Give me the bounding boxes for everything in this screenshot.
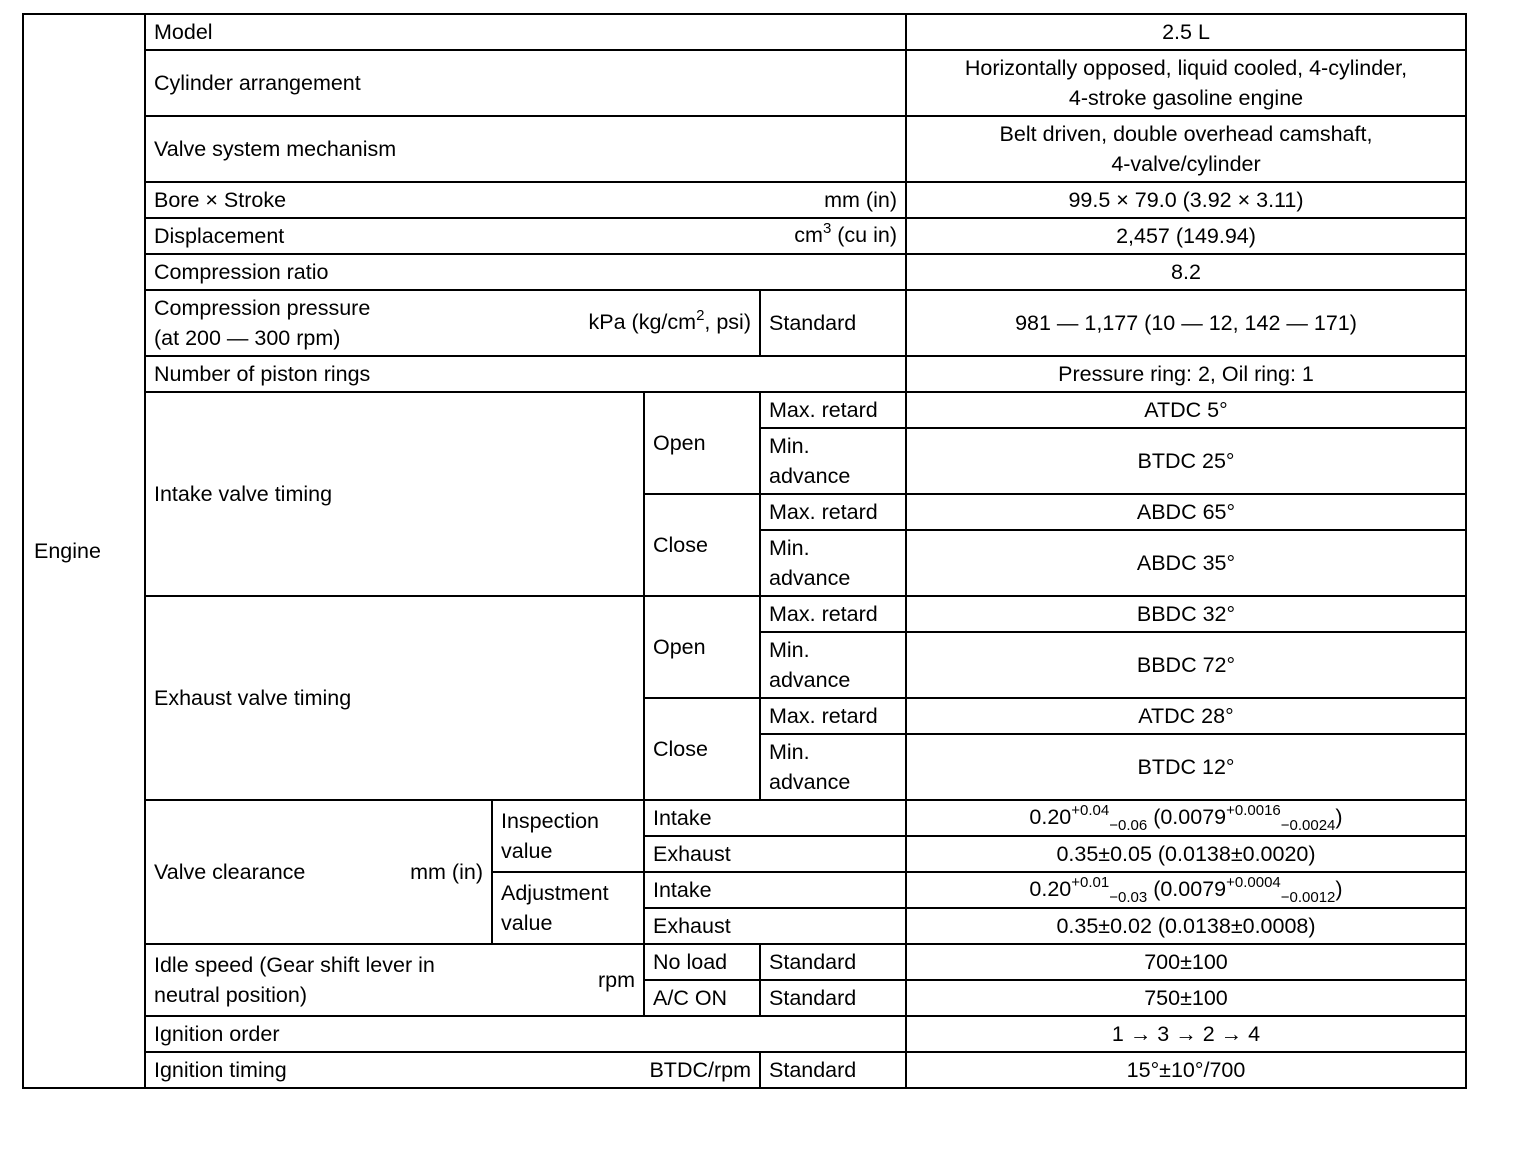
compression-ratio-label: Compression ratio: [145, 254, 906, 290]
piston-rings-value: Pressure ring: 2, Oil ring: 1: [906, 356, 1466, 392]
idle-speed-label: Idle speed (Gear shift lever in neutral position) rpm: [145, 944, 644, 1016]
bore-value: 99.5 × 79.0 (3.92 × 3.11): [906, 182, 1466, 218]
adj-intake-label: Intake: [644, 872, 906, 908]
compression-pressure-cond: Standard: [760, 290, 906, 356]
ignition-timing-cond: Standard: [760, 1052, 906, 1088]
intake-open-min-label: Min. advance: [760, 428, 906, 494]
ignition-timing-unit: BTDC/rpm: [649, 1058, 751, 1082]
exhaust-close-label: Close: [644, 698, 760, 800]
exhaust-open-label: Open: [644, 596, 760, 698]
adj-exhaust-value: 0.35±0.02 (0.0138±0.0008): [906, 908, 1466, 944]
adj-intake-value: $0.20^{+0.01}_{-0.03}$ $(0.0079^{+0.0004}_{-0.0012})$: [906, 872, 1466, 908]
exhaust-open-min-label: Min. advance: [760, 632, 906, 698]
exhaust-open-min-value: BBDC 72°: [906, 632, 1466, 698]
idle-acon-cond: Standard: [760, 980, 906, 1016]
intake-open-max-value: ATDC 5°: [906, 392, 1466, 428]
idle-noload-label: No load: [644, 944, 760, 980]
valve-clearance-label: Valve clearance mm (in): [145, 800, 492, 944]
valve-system-label: Valve system mechanism: [145, 116, 906, 182]
idle-noload-cond: Standard: [760, 944, 906, 980]
ignition-timing-value: 15°±10°/700: [906, 1052, 1466, 1088]
exhaust-close-max-value: ATDC 28°: [906, 698, 1466, 734]
model-label: Model: [145, 14, 906, 50]
displacement-label: Displacement $cm^3$ (cu in): [145, 218, 906, 254]
model-value: 2.5 L: [906, 14, 1466, 50]
exhaust-close-min-label: Min. advance: [760, 734, 906, 800]
adj-exhaust-label: Exhaust: [644, 908, 906, 944]
ignition-order-label: Ignition order: [145, 1016, 906, 1052]
bore-label: Bore × Stroke mm (in): [145, 182, 906, 218]
compression-pressure-value: 981 — 1,177 (10 — 12, 142 — 171): [906, 290, 1466, 356]
intake-timing-label: Intake valve timing: [145, 392, 644, 596]
intake-close-max-label: Max. retard: [760, 494, 906, 530]
exhaust-close-min-value: BTDC 12°: [906, 734, 1466, 800]
insp-exhaust-value: 0.35±0.05 (0.0138±0.0020): [906, 836, 1466, 872]
cylinder-value: Horizontally opposed, liquid cooled, 4-cylinder, 4-stroke gasoline engine: [906, 50, 1466, 116]
intake-close-min-label: Min. advance: [760, 530, 906, 596]
exhaust-close-max-label: Max. retard: [760, 698, 906, 734]
intake-close-max-value: ABDC 65°: [906, 494, 1466, 530]
section-engine: Engine: [23, 14, 145, 1088]
engine-spec-table: [22, 13, 1467, 1089]
valve-system-value: Belt driven, double overhead camshaft, 4-valve/cylinder: [906, 116, 1466, 182]
cylinder-label: Cylinder arrangement: [145, 50, 906, 116]
bore-unit: mm (in): [824, 188, 897, 212]
adjustment-value-label: Adjustment value: [492, 872, 644, 944]
displacement-value: 2,457 (149.94): [906, 218, 1466, 254]
idle-acon-value: 750±100: [906, 980, 1466, 1016]
compression-pressure-unit: kPa ($kg/cm^2$, psi): [588, 306, 751, 334]
exhaust-open-max-label: Max. retard: [760, 596, 906, 632]
compression-ratio-value: 8.2: [906, 254, 1466, 290]
compression-pressure-label: Compression pressure (at 200 — 300 rpm) kPa ($kg/cm^2$, psi): [145, 290, 760, 356]
intake-close-min-value: ABDC 35°: [906, 530, 1466, 596]
idle-unit: rpm: [597, 968, 635, 992]
valve-clearance-unit: mm (in): [410, 860, 483, 884]
intake-open-max-label: Max. retard: [760, 392, 906, 428]
idle-noload-value: 700±100: [906, 944, 1466, 980]
intake-open-label: Open: [644, 392, 760, 494]
exhaust-timing-label: Exhaust valve timing: [145, 596, 644, 800]
insp-intake-value: $0.20^{+0.04}_{-0.06}$ $(0.0079^{+0.0016}_{-0.0024})$: [906, 800, 1466, 836]
exhaust-open-max-value: BBDC 32°: [906, 596, 1466, 632]
idle-acon-label: A/C ON: [644, 980, 760, 1016]
inspection-value-label: Inspection value: [492, 800, 644, 872]
insp-intake-label: Intake: [644, 800, 906, 836]
ignition-timing-label: Ignition timing BTDC/rpm: [145, 1052, 760, 1088]
intake-close-label: Close: [644, 494, 760, 596]
ignition-order-value: 1 → 3 → 2 → 4: [906, 1016, 1466, 1052]
intake-open-min-value: BTDC 25°: [906, 428, 1466, 494]
displacement-unit: $cm^3$ (cu in): [794, 219, 897, 247]
piston-rings-label: Number of piston rings: [145, 356, 906, 392]
insp-exhaust-label: Exhaust: [644, 836, 906, 872]
